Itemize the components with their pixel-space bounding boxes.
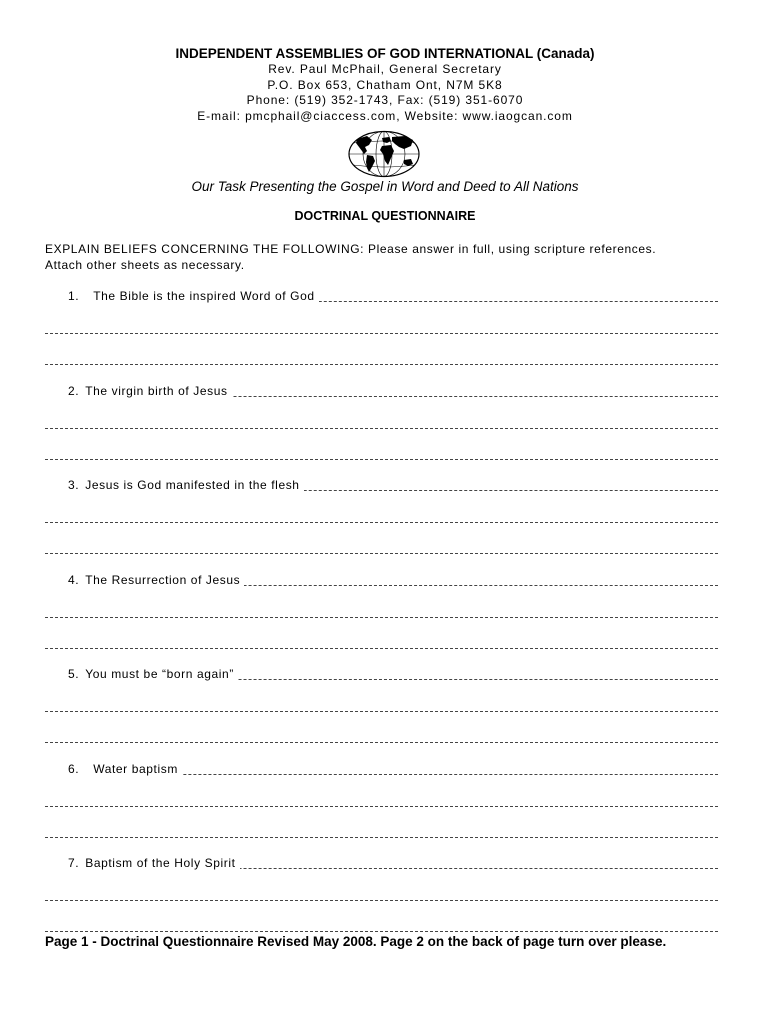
phone-fax-line: Phone: (519) 352-1743, Fax: (519) 351-6070 [246,93,524,107]
question-label [68,856,240,871]
question-text: Baptism of the Holy Spirit [85,856,236,870]
question-label [68,384,232,399]
question-label [68,573,244,588]
question-number: 4. [68,572,80,587]
question-text: Jesus is God manifested in the flesh [85,478,300,492]
question-text: You must be “born again” [85,667,234,681]
question-number: 5. [68,667,80,681]
instructions-line-1: EXPLAIN BELIEFS CONCERNING THE FOLLOWING: Please answer in full, using scripture references. [45,242,657,256]
answer-line[interactable] [45,522,718,523]
question-number: 7. [68,856,80,870]
globe-icon [347,130,421,178]
question-number: 3. [68,478,80,492]
question-number: 6. [68,761,80,776]
question-text: The Resurrection of Jesus [85,572,241,587]
answer-line[interactable] [45,837,718,838]
question-label [68,289,319,304]
question-text: The Bible is the inspired Word of God [93,289,315,303]
secretary-line: Rev. Paul McPhail, General Secretary [268,62,502,76]
organization-name: INDEPENDENT ASSEMBLIES OF GOD INTERNATIONAL (Canada) [175,46,595,61]
letterhead [0,46,770,124]
answer-line[interactable] [45,742,718,743]
answer-line[interactable] [45,931,718,932]
question-label [68,478,304,493]
question-number: 2. [68,383,80,398]
question-label [68,667,238,682]
answer-line[interactable] [45,333,718,334]
answer-line[interactable] [45,364,718,365]
answer-line[interactable] [45,617,718,618]
motto: Our Task Presenting the Gospel in Word and Deed to All Nations [191,179,579,194]
question-number: 1. [68,289,80,303]
document-title: DOCTRINAL QUESTIONNAIRE [294,209,476,223]
email-website-line: E-mail: pmcphail@ciaccess.com, Website: www.iaogcan.com [197,108,573,123]
answer-line[interactable] [45,900,718,901]
question-label [68,762,182,777]
answer-line[interactable] [45,648,718,649]
address-line: P.O. Box 653, Chatham Ont, N7M 5K8 [267,77,503,92]
answer-line[interactable] [45,711,718,712]
answer-line[interactable] [45,553,718,554]
question-text: The virgin birth of Jesus [85,383,228,398]
instructions [45,242,735,273]
answer-line[interactable] [45,428,718,429]
page-footer: Page 1 - Doctrinal Questionnaire Revised May 2008. Page 2 on the back of page turn over please. [45,934,667,949]
answer-line[interactable] [45,806,718,807]
answer-line[interactable] [45,459,718,460]
question-text: Water baptism [93,761,178,776]
instructions-line-2: Attach other sheets as necessary. [45,257,245,272]
